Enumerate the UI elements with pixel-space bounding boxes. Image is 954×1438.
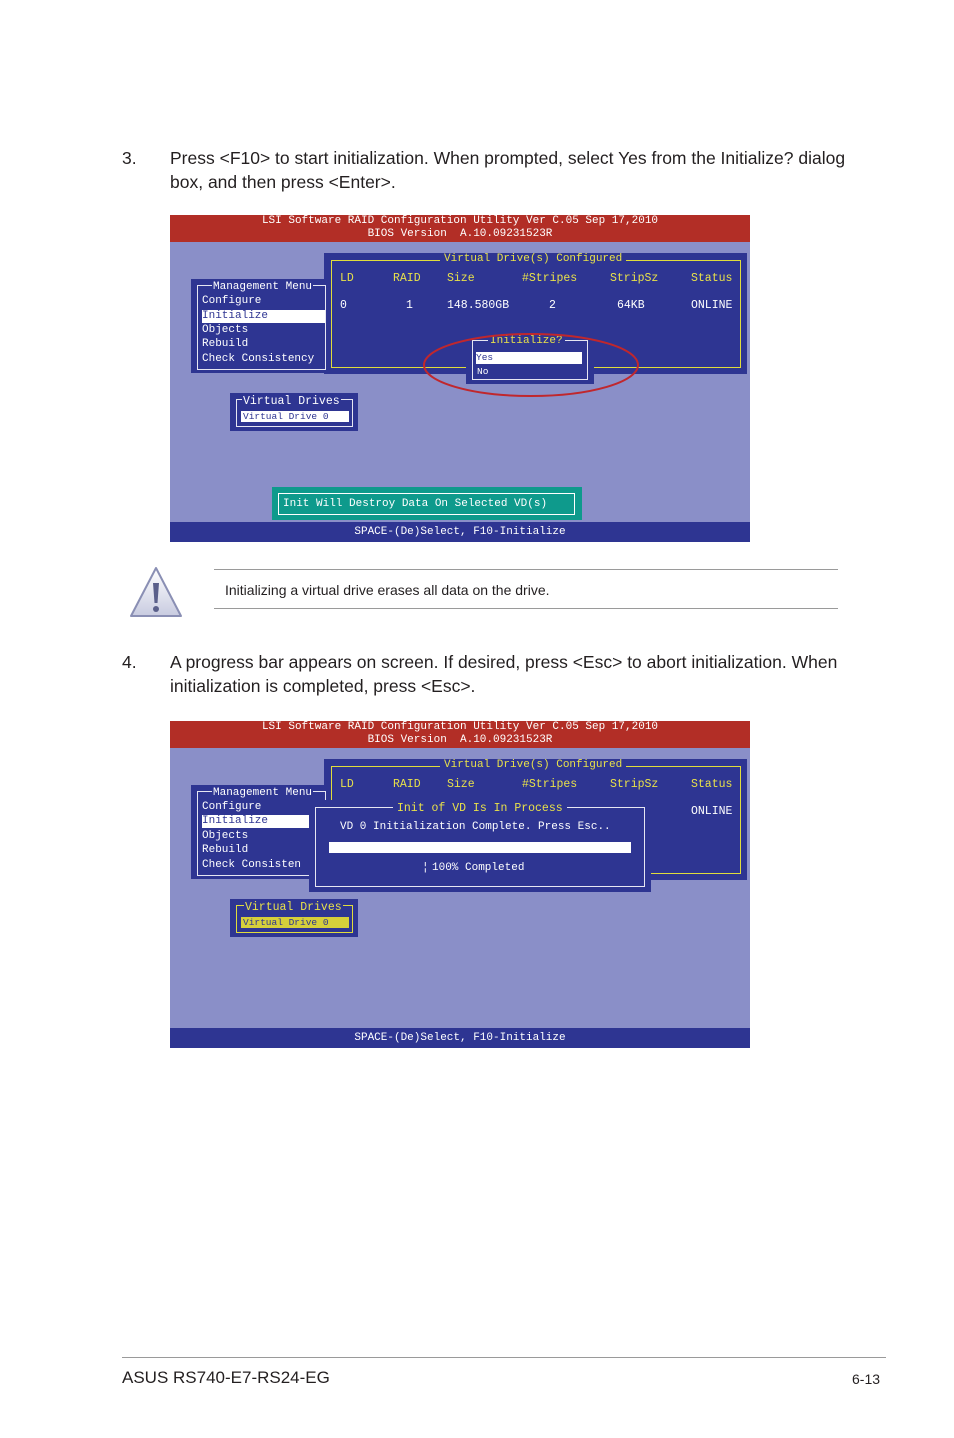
cell-status: ONLINE xyxy=(691,805,733,818)
step-number: 3. xyxy=(122,148,137,168)
utility-title-bar xyxy=(170,721,750,748)
warning-note xyxy=(122,565,838,627)
note-top-rule xyxy=(214,569,838,570)
virtual-drives-title: Virtual Drives xyxy=(243,395,340,408)
cell-status: ONLINE xyxy=(691,299,733,312)
col-stripsz: StripSz xyxy=(610,778,659,791)
menu-item-rebuild[interactable]: Rebuild xyxy=(202,844,249,856)
col-size: Size xyxy=(447,778,475,791)
note-bottom-rule xyxy=(214,608,838,609)
col-size: Size xyxy=(447,272,475,285)
col-stripes: #Stripes xyxy=(522,778,578,791)
menu-item-initialize[interactable]: Initialize xyxy=(202,815,309,828)
page-number: 6-13 xyxy=(852,1371,881,1387)
col-stripes: #Stripes xyxy=(522,272,578,285)
menu-title: Management Menu xyxy=(213,787,313,799)
raid-utility-screen-initialize-prompt xyxy=(170,215,750,542)
utility-title-bar xyxy=(170,215,750,242)
progress-bar xyxy=(329,842,631,853)
menu-item-objects[interactable]: Objects xyxy=(202,830,249,842)
col-ld: LD xyxy=(340,272,354,285)
progress-dialog-title: Init of VD Is In Process xyxy=(393,802,567,815)
key-hints-footer: SPACE-(De)Select, F10-Initialize xyxy=(170,1028,750,1048)
cell-stripes: 2 xyxy=(549,299,556,312)
step-text: A progress bar appears on screen. If desired, press <Esc> to abort initialization. When initialization is completed, press <Esc>. xyxy=(170,652,838,696)
col-ld: LD xyxy=(340,778,354,791)
highlight-ellipse xyxy=(420,331,642,399)
utility-title: LSI Software RAID Configuration Utility Ver C.05 Sep 17,2010 xyxy=(261,721,659,733)
option-no[interactable]: No xyxy=(477,366,489,377)
progress-cursor-icon: ¦ xyxy=(422,862,429,874)
footer-rule xyxy=(122,1357,886,1358)
cell-size: 148.580GB xyxy=(447,299,510,312)
destroy-warning-text: Init Will Destroy Data On Selected VD(s) xyxy=(283,498,548,510)
menu-item-check-consistency[interactable]: Check Consisten xyxy=(202,859,302,871)
option-yes[interactable]: Yes xyxy=(476,352,582,364)
menu-item-check-consistency[interactable]: Check Consistency xyxy=(202,353,315,365)
cell-stripsz: 64KB xyxy=(617,299,645,312)
col-status: Status xyxy=(691,778,733,791)
virtual-drive-0[interactable]: Virtual Drive 0 xyxy=(241,917,349,928)
menu-item-objects[interactable]: Objects xyxy=(202,324,249,336)
progress-message: VD 0 Initialization Complete. Press Esc.. xyxy=(340,821,611,833)
utility-title: LSI Software RAID Configuration Utility Ver C.05 Sep 17,2010 xyxy=(261,215,659,227)
raid-utility-screen-init-progress xyxy=(170,721,750,1048)
key-hints-footer: SPACE-(De)Select, F10-Initialize xyxy=(170,522,750,542)
warning-text: Initializing a virtual drive erases all data on the drive. xyxy=(225,582,550,598)
bios-version: BIOS Version A.10.09231523R xyxy=(367,228,553,240)
step-text: Press <F10> to start initialization. When prompted, select Yes from the Initialize? dialog box, and then press <Enter>. xyxy=(170,148,846,192)
virtual-drive-0[interactable]: Virtual Drive 0 xyxy=(241,411,349,422)
initialize-dialog-title: Initialize? xyxy=(490,335,563,347)
virtual-drives-title: Virtual Drives xyxy=(245,901,342,914)
bios-version: BIOS Version A.10.09231523R xyxy=(367,734,553,746)
col-raid: RAID xyxy=(393,272,421,285)
vd-panel-title: Virtual Drive(s) Configured xyxy=(440,253,626,266)
menu-item-initialize[interactable]: Initialize xyxy=(202,310,325,323)
col-status: Status xyxy=(691,272,733,285)
product-name: ASUS RS740-E7-RS24-EG xyxy=(122,1368,330,1387)
menu-item-configure[interactable]: Configure xyxy=(202,295,262,307)
step-number: 4. xyxy=(122,652,137,672)
menu-item-rebuild[interactable]: Rebuild xyxy=(202,338,249,350)
progress-label: 100% Completed xyxy=(432,862,525,874)
cell-ld: 0 xyxy=(340,299,347,312)
cell-raid: 1 xyxy=(406,299,413,312)
progress-bar-fill xyxy=(330,843,630,852)
vd-panel-title: Virtual Drive(s) Configured xyxy=(440,759,626,772)
menu-title: Management Menu xyxy=(213,281,313,293)
col-stripsz: StripSz xyxy=(610,272,659,285)
warning-triangle-icon xyxy=(128,565,184,621)
menu-item-configure[interactable]: Configure xyxy=(202,801,262,813)
col-raid: RAID xyxy=(393,778,421,791)
